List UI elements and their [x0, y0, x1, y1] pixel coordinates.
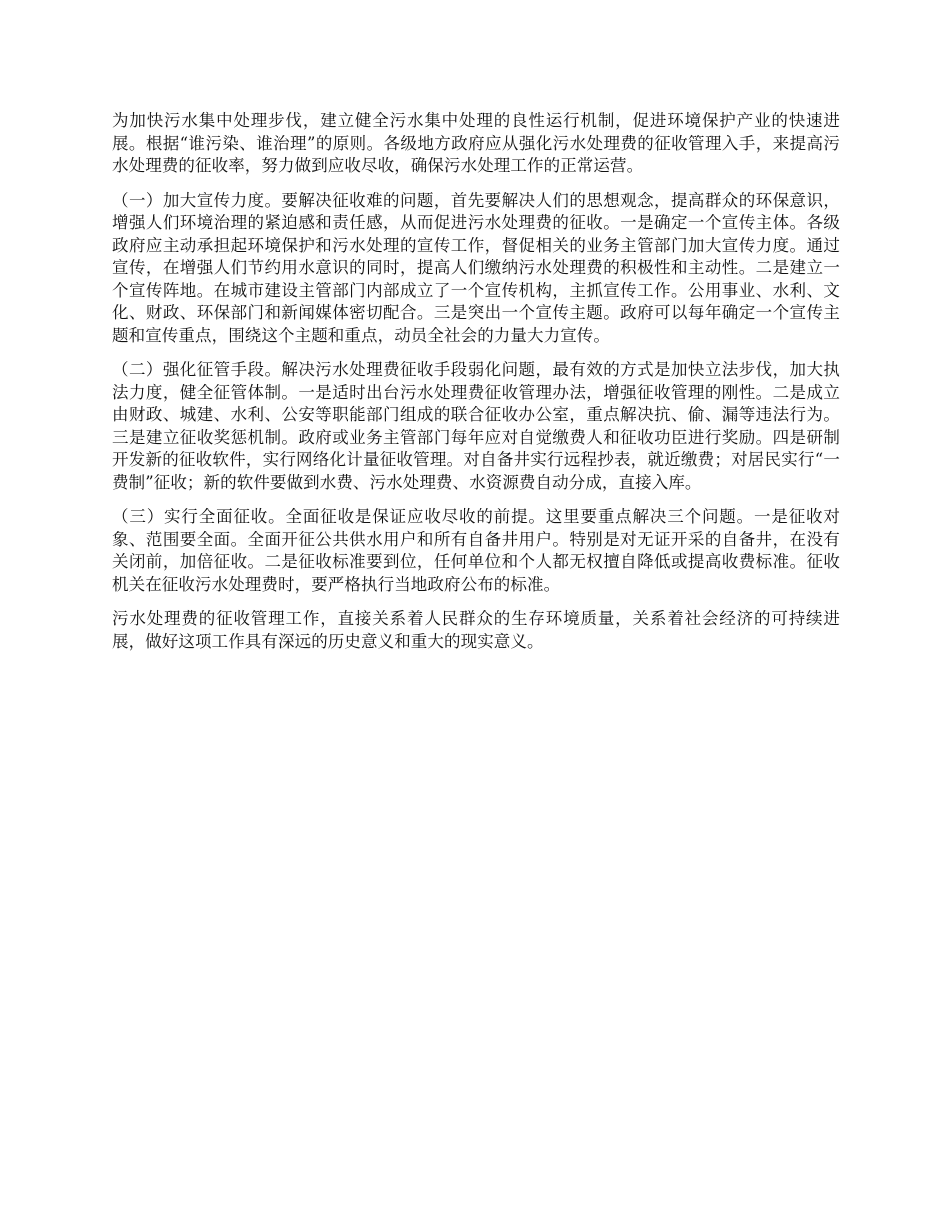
document-body: [112, 110, 840, 665]
section-full-collection-paragraph: （三）实行全面征收。全面征收是保证应收尽收的前提。这里要重点解决三个问题。一是征收对象、范围要全面。全面开征公共供水用户和所有自备井用户。特别是对无证开采的自备井，在没有关闭前，加倍征收。二是征收标准要到位，任何单位和个人都无权擅自降低或提高收费标准。征收机关在征收污水处理费时，要严格执行当地政府公布的标准。: [112, 507, 840, 594]
intro-paragraph: 为加快污水集中处理步伐，建立健全污水集中处理的良性运行机制，促进环境保护产业的快速进展。根据“谁污染、谁治理”的原则。各级地方政府应从强化污水处理费的征收管理入手，来提高污水处理费的征收率，努力做到应收尽收，确保污水处理工作的正常运营。: [112, 111, 840, 175]
section-enforcement-paragraph: （二）强化征管手段。解决污水处理费征收手段弱化问题，最有效的方式是加快立法步伐，加大执法力度，健全征管体制。一是适时出台污水处理费征收管理办法，增强征收管理的刚性。二是成立由财政、城建、水利、公安等职能部门组成的联合征收办公室，重点解决抗、偷、漏等违法行为。三是建立征收奖惩机制。政府或业务主管部门每年应对自觉缴费人和征收功臣进行奖励。四是研制开发新的征收软件，实行网络化计量征收管理。对自备井实行远程抄表，就近缴费；对居民实行“一费制”征收；新的软件要做到水费、污水处理费、水资源费自动分成，直接入库。: [112, 360, 840, 492]
conclusion-paragraph: 污水处理费的征收管理工作，直接关系着人民群众的生存环境质量，关系着社会经济的可持续进展，做好这项工作具有深远的历史意义和重大的现实意义。: [112, 609, 840, 651]
section-publicity-paragraph: （一）加大宣传力度。要解决征收难的问题，首先要解决人们的思想观念，提高群众的环保意识，增强人们环境治理的紧迫感和责任感，从而促进污水处理费的征收。一是确定一个宣传主体。各级政府应主动承担起环境保护和污水处理的宣传工作，督促相关的业务主管部门加大宣传力度。通过宣传，在增强人们节约用水意识的同时，提高人们缴纳污水处理费的积极性和主动性。二是建立一个宣传阵地。在城市建设主管部门内部成立了一个宣传机构，主抓宣传工作。公用事业、水利、文化、财政、环保部门和新闻媒体密切配合。三是突出一个宣传主题。政府可以每年确定一个宣传主题和宣传重点，围绕这个主题和重点，动员全社会的力量大力宣传。: [112, 190, 840, 345]
